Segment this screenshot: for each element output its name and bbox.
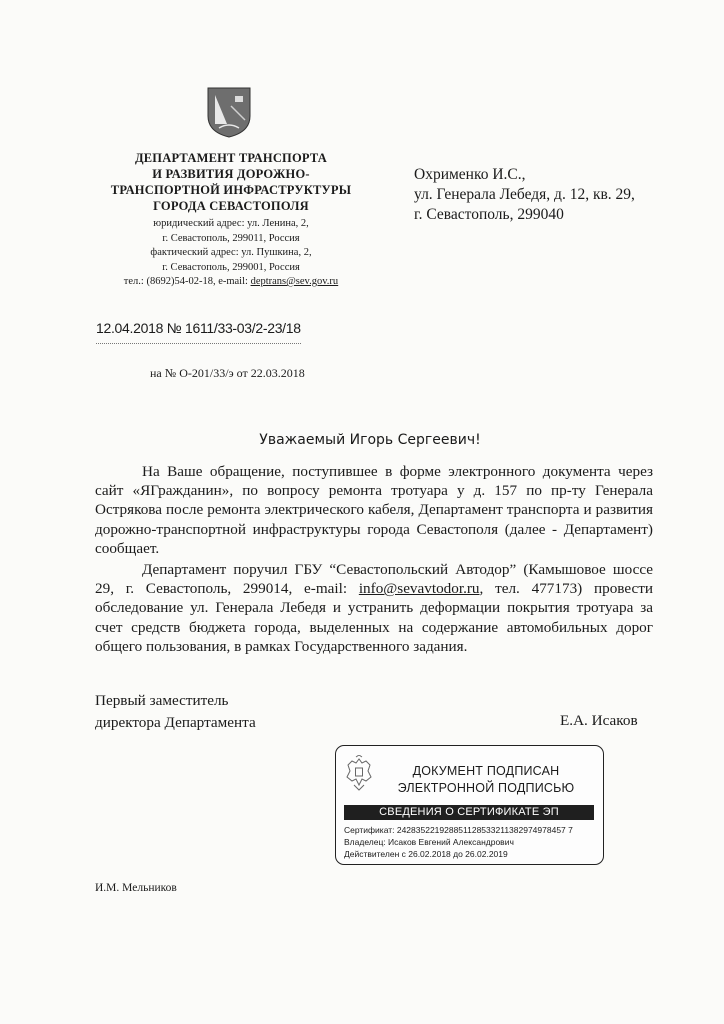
certificate-validity: Действителен с 26.02.2018 до 26.02.2019 [344, 849, 508, 859]
certificate-number: Сертификат: 242835221928851128533211382974978457 7 [344, 825, 573, 835]
signature-stamp-title: ДОКУМЕНТ ПОДПИСАН ЭЛЕКТРОННОЙ ПОДПИСЬЮ [397, 764, 575, 795]
certificate-info-bar: СВЕДЕНИЯ О СЕРТИФИКАТЕ ЭП [344, 805, 594, 820]
department-name: ДЕПАРТАМЕНТ ТРАНСПОРТА И РАЗВИТИЯ ДОРОЖНО- ТРАНСПОРТНОЙ ИНФРАСТРУКТУРЫ ГОРОДА СЕВАСТОПОЛЯ [110, 151, 352, 213]
sevastopol-coat-of-arms-icon [205, 86, 253, 138]
reference-number: на № О-201/33/э от 22.03.2018 [150, 366, 305, 380]
recipient-block [414, 165, 704, 225]
certificate-owner: Владелец: Исаков Евгений Александрович [344, 837, 514, 847]
paragraph-2: Департамент поручил ГБУ “Севастопольский Автодор” (Камышовое шоссе 29, г. Севастополь, 299014, e-mail: info@sevavtodor.ru, тел. 477173) провести обследование ул. Генерала Лебедя и устранить деформации покрытия тротуара за счет средств бюджета города, выделенных на содержание автомобильных дорог общего пользования, в рамках Государственного задания. [95, 561, 653, 655]
signer-position: Первый заместитель директора Департамента [95, 692, 256, 731]
paragraph-1: На Ваше обращение, поступившее в форме электронного документа через сайт «ЯГражданин», по вопросу ремонта тротуара у д. 157 по пр-ту Генерала Острякова после ремонта электрического кабеля, Департамент транспорта и развития дорожно-транспортной инфраструктуры города Севастополя (далее - Департамент) сообщает. [95, 463, 653, 557]
recipient-street: ул. Генерала Лебедя, д. 12, кв. 29, [414, 186, 635, 203]
department-contacts: тел.: (8692)54-02-18, e-mail: deptrans@sev.gov.ru [123, 276, 339, 287]
recipient-name: Охрименко И.С., [414, 166, 526, 183]
registration-number: 12.04.2018 № 1611/33-03/2-23/18 [96, 320, 301, 336]
autodor-email-link[interactable]: info@sevavtodor.ru [358, 580, 480, 598]
signer-name: Е.А. Исаков [560, 712, 638, 729]
department-email-link[interactable]: deptrans@sev.gov.ru [250, 276, 339, 287]
greeting: Уважаемый Игорь Сергеевич! [259, 432, 481, 448]
electronic-signature-stamp [335, 745, 604, 865]
registration-divider [96, 343, 301, 344]
russia-coat-of-arms-icon [344, 755, 374, 791]
department-address: юридический адрес: ул. Ленина, 2, г. Севастополь, 299011, Россия фактический адрес: ул. Пушкина, 2, г. Севастополь, 299001, Россия тел.: (8692)54-02-18, e-mail: deptrans@sev.gov.ru [96, 217, 366, 290]
executor-name: И.М. Мельников [95, 882, 177, 894]
recipient-city: г. Севастополь, 299040 [414, 206, 564, 223]
